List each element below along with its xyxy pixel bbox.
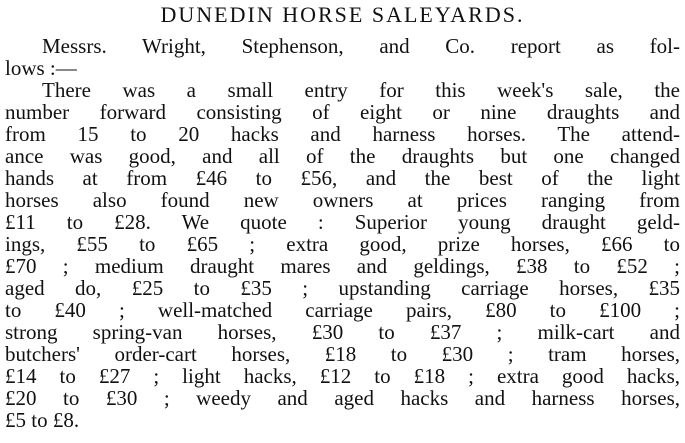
text-line: Messrs. Wright, Stephenson, and Co. report as fol- [42, 34, 680, 58]
text-line: ings, £55 to £65 ; extra good, prize horses, £66 to [5, 232, 680, 256]
text-line: £11 to £28. We quote : Superior young draught geld- [5, 210, 680, 234]
text-line: £5 to £8. [5, 408, 80, 432]
text-line: ance was good, and all of the draughts but one changed [5, 144, 680, 168]
text-line: hands at from £46 to £56, and the best of the light [5, 166, 680, 190]
text-line: strong spring-van horses, £30 to £37 ; milk-cart and [5, 320, 680, 344]
text-line: £20 to £30 ; weedy and aged hacks and harness horses, [5, 386, 680, 410]
text-line: There was a small entry for this week's sale, the [42, 78, 680, 102]
text-line: to £40 ; well-matched carriage pairs, £80 to £100 ; [5, 298, 680, 322]
article-heading: DUNEDIN HORSE SALEYARDS. [160, 2, 525, 27]
text-line: £14 to £27 ; light hacks, £12 to £18 ; extra good hacks, [5, 364, 680, 388]
text-line: number forward consisting of eight or nine draughts and [5, 100, 680, 124]
text-line: lows :— [5, 56, 77, 80]
text-line: butchers' order-cart horses, £18 to £30 ; tram horses, [5, 342, 680, 366]
text-line: aged do, £25 to £35 ; upstanding carriage horses, £35 [5, 276, 680, 300]
text-line: £70 ; medium draught mares and geldings, £38 to £52 ; [5, 254, 680, 278]
text-line: horses also found new owners at prices ranging from [5, 188, 680, 212]
text-line: from 15 to 20 hacks and harness horses. The attend- [5, 122, 680, 146]
